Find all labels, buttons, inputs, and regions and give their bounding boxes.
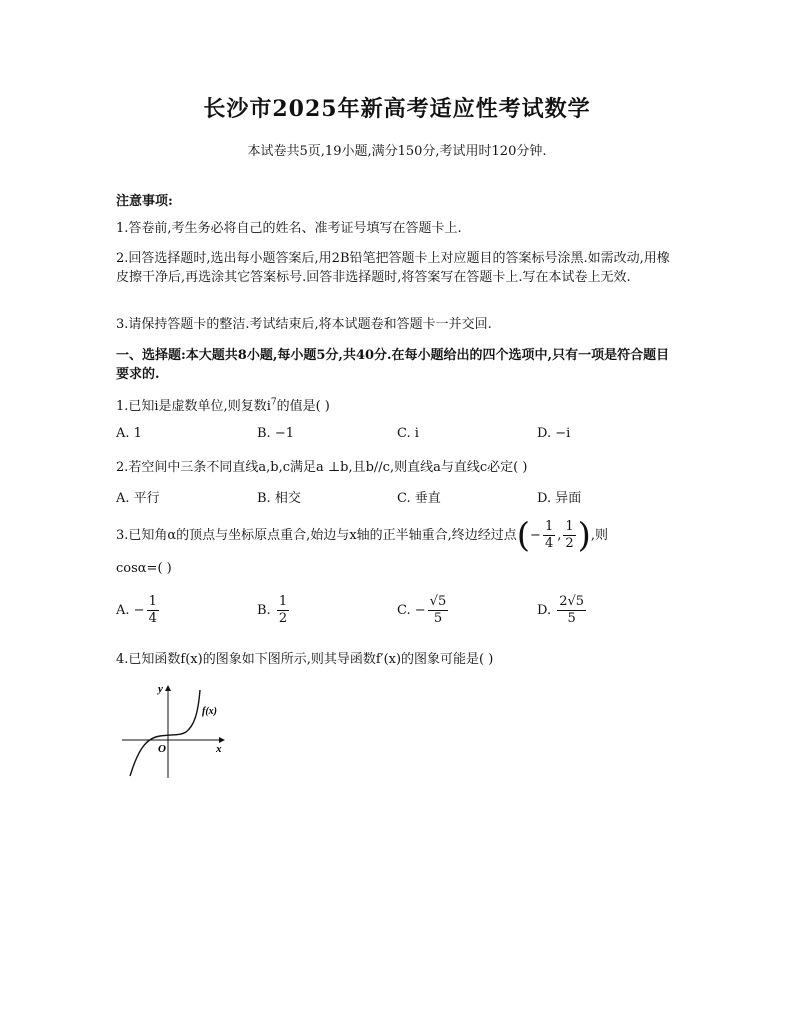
left-paren: (	[516, 515, 531, 556]
question-3-stem-tail: ,则	[590, 528, 609, 543]
question-1-option-c[interactable]: C. i	[397, 426, 419, 441]
question-3-stem-text: 3.已知角α的顶点与坐标原点重合,始边与x轴的正半轴重合,终边经过点	[116, 528, 517, 543]
page-title: 长沙市2025年新高考适应性考试数学	[203, 96, 591, 122]
question-1-stem-tail: 的值是( )	[276, 399, 330, 414]
question-2-stem: 2.若空间中三条不同直线a,b,c满足a ⊥b,且b//c,则直线a与直线c必定( )	[116, 460, 528, 475]
question-1-option-a[interactable]: A. 1	[116, 426, 142, 441]
option-a-denominator: 4	[148, 611, 157, 626]
option-c-numerator: √5	[429, 594, 447, 609]
point-x-denominator: 4	[544, 536, 554, 551]
question-1-option-b[interactable]: B. −1	[257, 426, 294, 441]
option-a-fraction	[147, 594, 159, 627]
question-1-exponent: 7	[270, 397, 277, 408]
option-c-denominator: 5	[433, 611, 443, 626]
option-b-denominator: 2	[278, 611, 288, 626]
origin-label: O	[158, 743, 166, 755]
question-3-stem-line2: cosα=( )	[116, 561, 172, 576]
y-axis-label: y	[158, 683, 163, 695]
question-2-option-d[interactable]: D. 异面	[537, 491, 582, 506]
function-graph	[116, 680, 236, 784]
question-3-option-b[interactable]	[257, 594, 291, 627]
question-2-option-b[interactable]: B. 相交	[257, 491, 301, 506]
question-1-option-d[interactable]: D. −i	[537, 426, 571, 441]
option-d-denominator: 5	[567, 611, 576, 626]
right-paren: )	[577, 515, 591, 556]
option-d-fraction	[557, 594, 586, 627]
exam-info: 本试卷共5页,19小题,满分150分,考试用时120分钟.	[247, 144, 547, 159]
option-c-fraction	[428, 594, 449, 627]
point-x-numerator: 1	[544, 519, 554, 534]
option-a-sign: −	[133, 603, 145, 618]
point-y-fraction	[563, 519, 575, 552]
option-d-label: D.	[537, 603, 552, 618]
section-1-heading: 一、选择题:本大题共8小题,每小题5分,共40分.在每小题给出的四个选项中,只有一项是符合题目要求的.	[116, 348, 670, 382]
option-a-numerator: 1	[148, 594, 157, 609]
option-b-numerator: 1	[278, 594, 288, 609]
option-b-fraction	[277, 594, 289, 627]
question-3-stem: 3.已知角α的顶点与坐标原点重合,始边与x轴的正半轴重合,终边经过点(− $\frac{1}{4}$ , $\frac{1}{2}$ ),则	[116, 515, 609, 556]
question-1-stem-text: 1.已知i是虚数单位,则复数i	[116, 399, 271, 414]
point-y-denominator: 2	[565, 536, 574, 551]
option-d-numerator: 2√5	[559, 594, 585, 609]
option-c-sign: −	[414, 603, 426, 618]
option-c-label: C.	[397, 603, 411, 618]
question-3-option-a[interactable]	[116, 594, 161, 627]
notice-item-2: 2.回答选择题时,选出每小题答案后,用2B铅笔把答题卡上对应题目的答案标号涂黑.如需改动,用橡皮擦干净后,再选涂其它答案标号.回答非选择题时,将答案写在答题卡上.写在本试卷上无效.	[116, 251, 670, 285]
option-b-label: B.	[257, 603, 271, 618]
curve-label: f(x)	[202, 706, 217, 717]
point-x-fraction	[543, 519, 555, 552]
notice-heading: 注意事项:	[116, 194, 173, 209]
point-y-numerator: 1	[565, 519, 574, 534]
question-1-stem	[116, 395, 330, 414]
question-4-stem: 4.已知函数f(x)的图象如下图所示,则其导函数f′(x)的图象可能是( )	[116, 652, 494, 667]
option-a-label: A.	[116, 603, 130, 618]
question-2-option-a[interactable]: A. 平行	[116, 491, 160, 506]
question-3-option-c[interactable]	[397, 594, 450, 627]
notice-item-3: 3.请保持答题卡的整洁.考试结束后,将本试题卷和答题卡一并交回.	[116, 317, 492, 332]
function-curve	[130, 690, 200, 776]
x-axis-label: x	[216, 743, 222, 755]
point-x-sign: −	[530, 528, 541, 543]
question-2-option-c[interactable]: C. 垂直	[397, 491, 441, 506]
question-3-option-d[interactable]	[537, 594, 588, 627]
notice-item-1: 1.答卷前,考生务必将自己的姓名、准考证号填写在答题卡上.	[116, 221, 462, 236]
